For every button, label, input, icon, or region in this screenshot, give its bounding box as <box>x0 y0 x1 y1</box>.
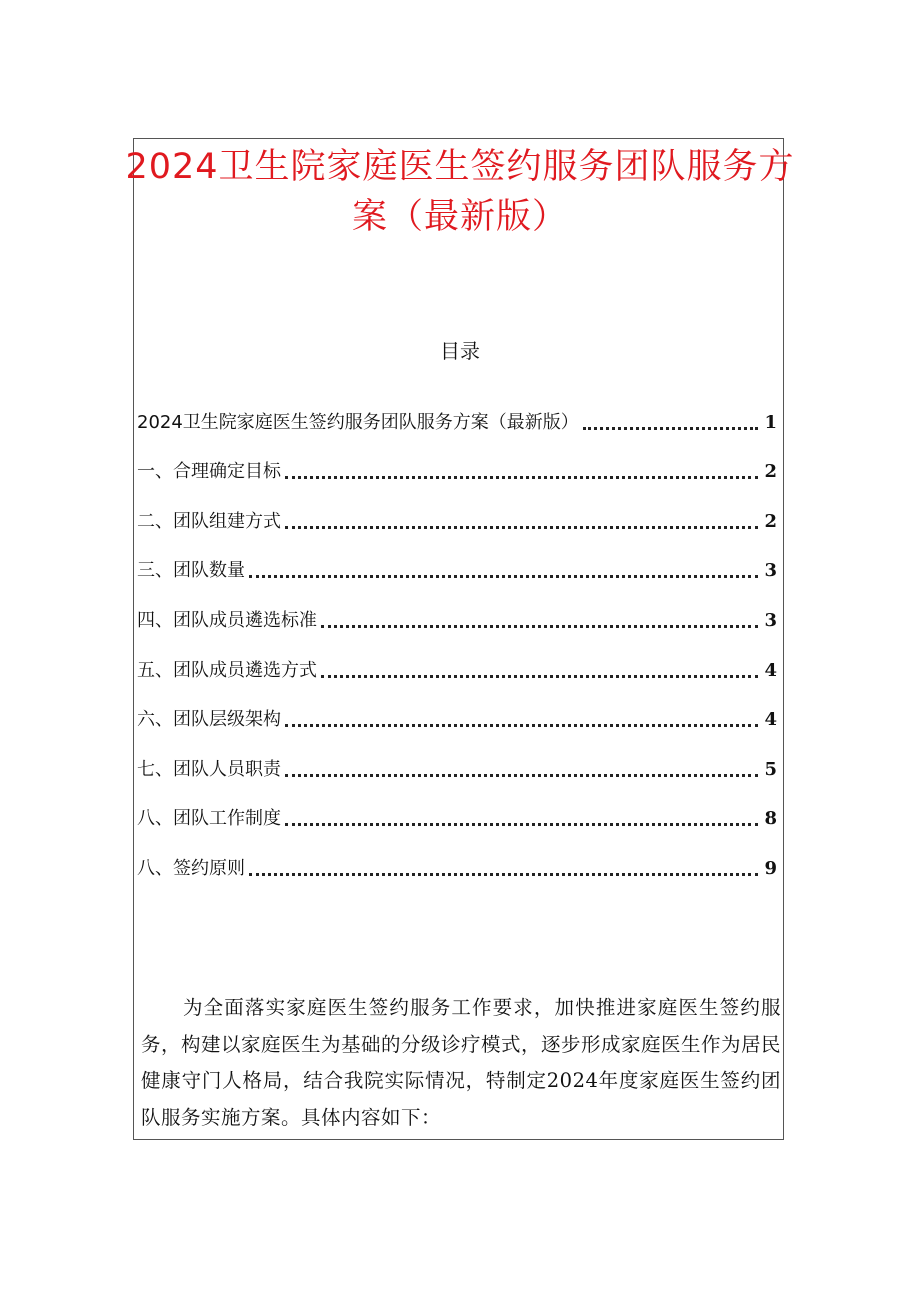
toc-entry[interactable] <box>137 586 777 636</box>
toc-dot-leader <box>285 774 758 777</box>
toc-entry[interactable] <box>137 636 777 686</box>
document-title-line-1: 2024卫生院家庭医生签约服务团队服务方 <box>125 147 795 187</box>
toc-entry-label: 二、团队组建方式 <box>137 510 281 532</box>
toc-entry[interactable] <box>137 735 777 785</box>
toc-entry[interactable] <box>137 834 777 884</box>
toc-dot-leader <box>249 575 758 578</box>
toc-page-number: 2 <box>764 510 777 532</box>
toc-entry[interactable] <box>137 388 777 438</box>
document-title <box>0 142 920 242</box>
toc-entry-label: 2024卫生院家庭医生签约服务团队服务方案（最新版） <box>137 411 579 433</box>
toc-page-number: 9 <box>764 857 777 879</box>
toc-entry[interactable] <box>137 537 777 587</box>
toc-entry[interactable] <box>137 785 777 835</box>
table-of-contents <box>137 388 777 884</box>
toc-entry-label: 三、团队数量 <box>137 560 245 582</box>
toc-entry-label: 四、团队成员遴选标准 <box>137 609 317 631</box>
toc-entry[interactable] <box>137 438 777 488</box>
toc-dot-leader <box>285 823 758 826</box>
toc-page-number: 1 <box>764 411 777 433</box>
toc-dot-leader <box>583 427 759 430</box>
toc-dot-leader <box>321 625 758 628</box>
toc-dot-leader <box>285 526 758 529</box>
toc-entry-label: 八、团队工作制度 <box>137 808 281 830</box>
toc-page-number: 4 <box>764 659 777 681</box>
toc-dot-leader <box>321 675 758 678</box>
toc-page-number: 4 <box>764 709 777 731</box>
toc-dot-leader <box>285 724 758 727</box>
toc-entry[interactable] <box>137 686 777 736</box>
toc-page-number: 3 <box>764 609 777 631</box>
toc-entry-label: 一、合理确定目标 <box>137 461 281 483</box>
toc-entry-label: 五、团队成员遴选方式 <box>137 659 317 681</box>
toc-page-number: 5 <box>764 758 777 780</box>
toc-dot-leader <box>285 476 758 479</box>
toc-dot-leader <box>249 873 758 876</box>
toc-entry[interactable] <box>137 487 777 537</box>
toc-page-number: 3 <box>764 560 777 582</box>
document-title-line-2: 案（最新版） <box>351 197 568 237</box>
toc-heading: 目录 <box>440 339 480 363</box>
toc-page-number: 8 <box>764 808 777 830</box>
toc-entry-label: 八、签约原则 <box>137 857 245 879</box>
toc-entry-label: 六、团队层级架构 <box>137 709 281 731</box>
toc-entry-label: 七、团队人员职责 <box>137 758 281 780</box>
intro-paragraph: 为全面落实家庭医生签约服务工作要求，加快推进家庭医生签约服务，构建以家庭医生为基础的分级诊疗模式，逐步形成家庭医生作为居民健康守门人格局，结合我院实际情况，特制定2024年度家庭医生签约团队服务实施方案。具体内容如下： <box>141 996 782 1129</box>
toc-page-number: 2 <box>764 461 777 483</box>
